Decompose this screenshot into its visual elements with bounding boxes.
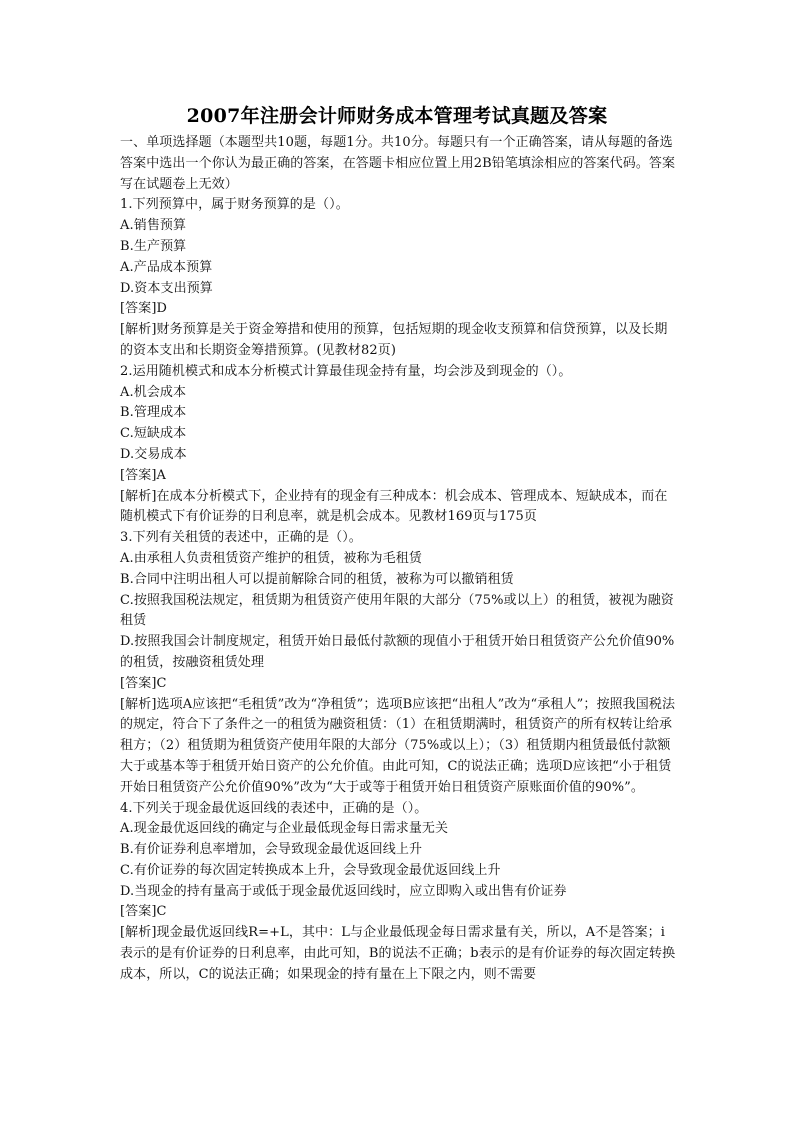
q1-option-a: A.销售预算 <box>120 218 187 234</box>
q2-analysis: [解析]在成本分析模式下，企业持有的现金有三种成本：机会成本、管理成本、短缺成本，而在随机模式下有价证券的日利息率，就是机会成本。见教材169页与175页 <box>120 488 668 525</box>
q3-option-a: A.由承租人负责租赁资产维护的租赁，被称为毛租赁 <box>120 550 422 566</box>
q4-option-a: A.现金最优返回线的确定与企业最低现金每日需求量无关 <box>120 821 449 837</box>
q4-option-b: B.有价证券利息率增加，会导致现金最优返回线上升 <box>120 842 423 858</box>
section-intro: 一、单项选择题（本题型共10题，每题1分。共10分。每题只有一个正确答案，请从每题的备选答案中选出一个你认为最正确的答案，在答题卡相应位置上用2B铅笔填涂相应的答案代码。答案写在试题卷上无效） <box>120 135 676 192</box>
q2-option-c: C.短缺成本 <box>120 426 187 442</box>
q1-option-b: B.生产预算 <box>120 238 187 254</box>
q4-option-d: D.当现金的持有量高于或低于现金最优返回线时，应立即购入或出售有价证券 <box>120 883 567 899</box>
q4-option-c: C.有价证券的每次固定转换成本上升，会导致现金最优返回线上升 <box>120 862 501 878</box>
q1-answer: [答案]D <box>120 301 168 317</box>
document-body <box>120 133 676 986</box>
q2-option-d: D.交易成本 <box>120 446 187 462</box>
q4-answer: [答案]C <box>120 904 167 920</box>
question-1: 1.下列预算中，属于财务预算的是（）。 <box>120 197 349 213</box>
q2-answer: [答案]A <box>120 467 167 483</box>
question-3: 3.下列有关租赁的表述中，正确的是（）。 <box>120 530 362 546</box>
q3-option-d: D.按照我国会计制度规定，租赁开始日最低付款额的现值小于租赁开始日租赁资产公允价值90%的租赁，按融资租赁处理 <box>120 634 675 670</box>
question-4: 4.下列关于现金最优返回线的表述中，正确的是（）。 <box>120 800 428 816</box>
q2-option-b: B.管理成本 <box>120 405 187 421</box>
q3-answer: [答案]C <box>120 675 167 691</box>
q3-option-c: C.按照我国税法规定，租赁期为租赁资产使用年限的大部分（75%或以上）的租赁，被视为融资租赁 <box>120 592 674 629</box>
q1-analysis: [解析]财务预算是关于资金筹措和使用的预算，包括短期的现金收支预算和信贷预算，以及长期的资本支出和长期资金筹措预算。(见教材82页) <box>120 322 668 358</box>
q4-analysis: [解析]现金最优返回线R=+L，其中：L与企业最低现金每日需求量有关，所以，A不是答案；i表示的是有价证券的日利息率，由此可知，B的说法不正确；b表示的是有价证券的每次固定转换成本，所以，C的说法正确；如果现金的持有量在上下限之内，则不需要 <box>120 925 676 982</box>
q2-option-a: A.机会成本 <box>120 384 187 400</box>
q3-option-b: B.合同中注明出租人可以提前解除合同的租赁，被称为可以撤销租赁 <box>120 571 514 587</box>
q3-analysis: [解析]选项A应该把“毛租赁”改为“净租赁”；选项B应该把“出租人”改为“承租人”；按照我国税法的规定，符合下了条件之一的租赁为融资租赁：（1）在租赁期满时，租赁资产的所有权转让给承租方；（2）租赁期为租赁资产使用年限的大部分（75%或以上）；（3）租赁期内租赁最低付款额大于或基本等于租赁开始日资产的公允价值。由此可知，C的说法正确；选项D应该把“小于租赁开始日租赁资产公允价值90%”改为“大于或等于租赁开始日租赁资产原账面价值的90%”。 <box>120 696 676 795</box>
q1-option-c: A.产品成本预算 <box>120 259 213 275</box>
question-2: 2.运用随机模式和成本分析模式计算最佳现金持有量，均会涉及到现金的（）。 <box>120 363 572 379</box>
q1-option-d: D.资本支出预算 <box>120 280 213 296</box>
document-title: 2007年注册会计师财务成本管理考试真题及答案 <box>186 105 608 127</box>
